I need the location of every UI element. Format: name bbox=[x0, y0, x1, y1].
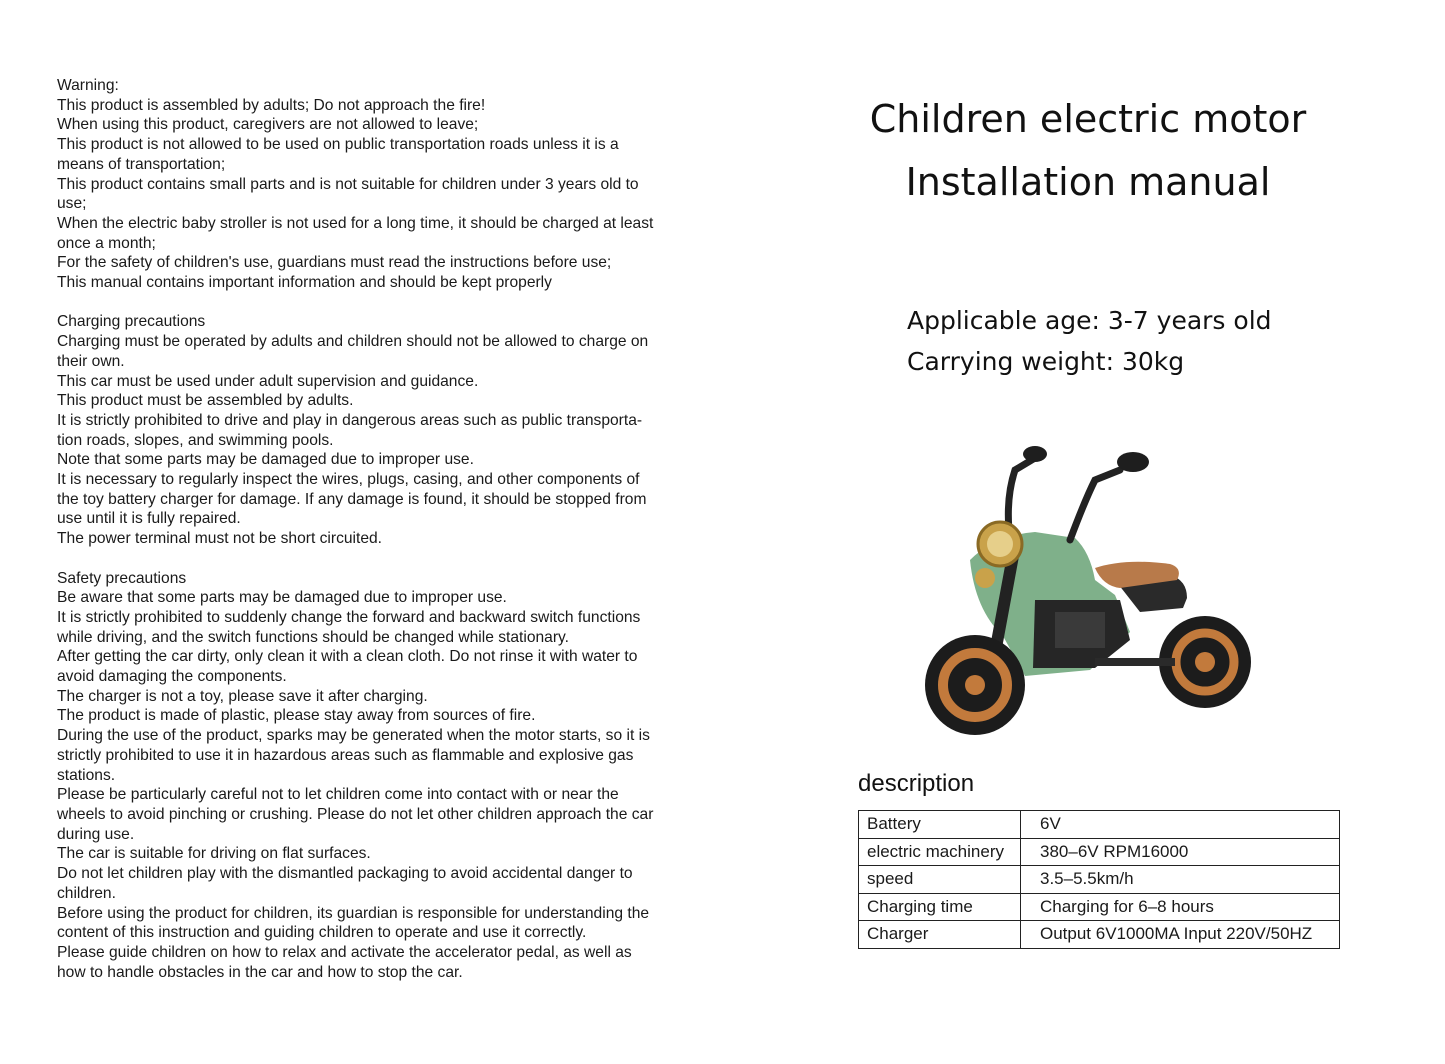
charging-section bbox=[57, 312, 687, 548]
warning-line: This manual contains important information and should be kept properly bbox=[57, 274, 552, 292]
spec-label: Charging time bbox=[859, 893, 1021, 921]
warning-line: This product is assembled by adults; Do not approach the fire! bbox=[57, 96, 486, 114]
safety-line: stations. bbox=[57, 766, 116, 784]
safety-heading: Safety precautions bbox=[57, 569, 187, 587]
safety-line: Please be particularly careful not to let children come into contact with or near the bbox=[57, 786, 619, 804]
table-row bbox=[859, 866, 1340, 894]
table-row bbox=[859, 921, 1340, 949]
applicable-age: Applicable age: 3-7 years old bbox=[907, 306, 1272, 335]
manual-title bbox=[860, 88, 1316, 214]
motorcycle-image bbox=[915, 440, 1260, 745]
charging-line: The power terminal must not be short circuited. bbox=[57, 530, 383, 548]
warning-line: This product contains small parts and is not suitable for children under 3 years old to bbox=[57, 175, 639, 193]
warning-line: means of transportation; bbox=[57, 155, 226, 173]
charging-heading: Charging precautions bbox=[57, 313, 206, 331]
spec-value: Charging for 6–8 hours bbox=[1021, 893, 1340, 921]
warning-line: This product is not allowed to be used on public transportation roads unless it is a bbox=[57, 136, 619, 154]
safety-section bbox=[57, 569, 687, 983]
table-row bbox=[859, 893, 1340, 921]
description-table bbox=[858, 810, 1340, 949]
safety-line: content of this instruction and guiding children to operate and use it correctly. bbox=[57, 924, 587, 942]
carrying-weight: Carrying weight: 30kg bbox=[907, 347, 1185, 376]
safety-line: After getting the car dirty, only clean it with a clean cloth. Do not rinse it with water to bbox=[57, 648, 638, 666]
charging-line: their own. bbox=[57, 352, 125, 370]
spec-label: Charger bbox=[859, 921, 1021, 949]
warning-heading: Warning: bbox=[57, 77, 119, 94]
front-hub bbox=[965, 675, 985, 695]
charging-line: This car must be used under adult supervision and guidance. bbox=[57, 372, 479, 390]
product-specs bbox=[907, 300, 1272, 382]
safety-line: how to handle obstacles in the car and how to stop the car. bbox=[57, 963, 463, 981]
safety-line: during use. bbox=[57, 825, 135, 843]
fog-lamp bbox=[975, 568, 995, 588]
spec-value: 380–6V RPM16000 bbox=[1021, 838, 1340, 866]
headlight-lens bbox=[987, 531, 1013, 557]
safety-line: During the use of the product, sparks may be generated when the motor starts, so it is bbox=[57, 727, 650, 745]
charging-line: tion roads, slopes, and swimming pools. bbox=[57, 431, 334, 449]
charging-line: Charging must be operated by adults and children should not be allowed to charge on bbox=[57, 333, 649, 351]
rear-axle bbox=[1095, 658, 1175, 666]
spec-value: Output 6V1000MA Input 220V/50HZ bbox=[1021, 921, 1340, 949]
safety-line: The charger is not a toy, please save it after charging. bbox=[57, 687, 428, 705]
safety-line: while driving, and the switch functions should be changed while stationary. bbox=[57, 628, 570, 646]
safety-line: avoid damaging the components. bbox=[57, 668, 287, 686]
table-row bbox=[859, 838, 1340, 866]
warning-section bbox=[57, 76, 687, 293]
charging-line: It is strictly prohibited to drive and play in dangerous areas such as public transporta- bbox=[57, 411, 643, 429]
charging-line: use until it is fully repaired. bbox=[57, 510, 241, 528]
manual-title-line1: Children electric motor bbox=[869, 97, 1307, 141]
warning-line: When the electric baby stroller is not used for a long time, it should be charged at least bbox=[57, 214, 654, 232]
charging-line: the toy battery charger for damage. If any damage is found, it should be stopped from bbox=[57, 490, 647, 508]
warning-line: once a month; bbox=[57, 234, 156, 252]
charging-line: This product must be assembled by adults. bbox=[57, 392, 354, 410]
safety-line: Please guide children on how to relax and activate the accelerator pedal, as well as bbox=[57, 943, 632, 961]
safety-line: Be aware that some parts may be damaged due to improper use. bbox=[57, 589, 507, 607]
rear-hub bbox=[1195, 652, 1215, 672]
charging-line: Note that some parts may be damaged due to improper use. bbox=[57, 451, 474, 469]
engine-fins bbox=[1055, 612, 1105, 648]
description-heading: description bbox=[858, 770, 975, 797]
mirror-right bbox=[1117, 452, 1149, 472]
charging-line: It is necessary to regularly inspect the wires, plugs, casing, and other components of bbox=[57, 471, 640, 489]
safety-line: The product is made of plastic, please stay away from sources of fire. bbox=[57, 707, 536, 725]
warning-line: For the safety of children's use, guardians must read the instructions before use; bbox=[57, 254, 612, 272]
safety-line: strictly prohibited to use it in hazardous areas such as flammable and explosive gas bbox=[57, 746, 634, 764]
handlebar-right bbox=[1070, 470, 1120, 540]
warning-line: use; bbox=[57, 195, 87, 213]
manual-title-line2: Installation manual bbox=[905, 160, 1271, 204]
safety-line: children. bbox=[57, 884, 116, 902]
spec-value: 3.5–5.5km/h bbox=[1021, 866, 1340, 894]
precautions-column bbox=[57, 76, 687, 1002]
safety-line: It is strictly prohibited to suddenly change the forward and backward switch functions bbox=[57, 608, 641, 626]
mirror-left bbox=[1023, 446, 1047, 462]
safety-line: Before using the product for children, its guardian is responsible for understanding the bbox=[57, 904, 650, 922]
spec-value: 6V bbox=[1021, 811, 1340, 839]
safety-line: The car is suitable for driving on flat surfaces. bbox=[57, 845, 371, 863]
spec-label: Battery bbox=[859, 811, 1021, 839]
warning-line: When using this product, caregivers are not allowed to leave; bbox=[57, 116, 479, 134]
safety-line: Do not let children play with the dismantled packaging to avoid accidental danger to bbox=[57, 865, 633, 883]
spec-label: electric machinery bbox=[859, 838, 1021, 866]
safety-line: wheels to avoid pinching or crushing. Please do not let other children approach the car bbox=[57, 805, 654, 823]
table-row bbox=[859, 811, 1340, 839]
spec-label: speed bbox=[859, 866, 1021, 894]
